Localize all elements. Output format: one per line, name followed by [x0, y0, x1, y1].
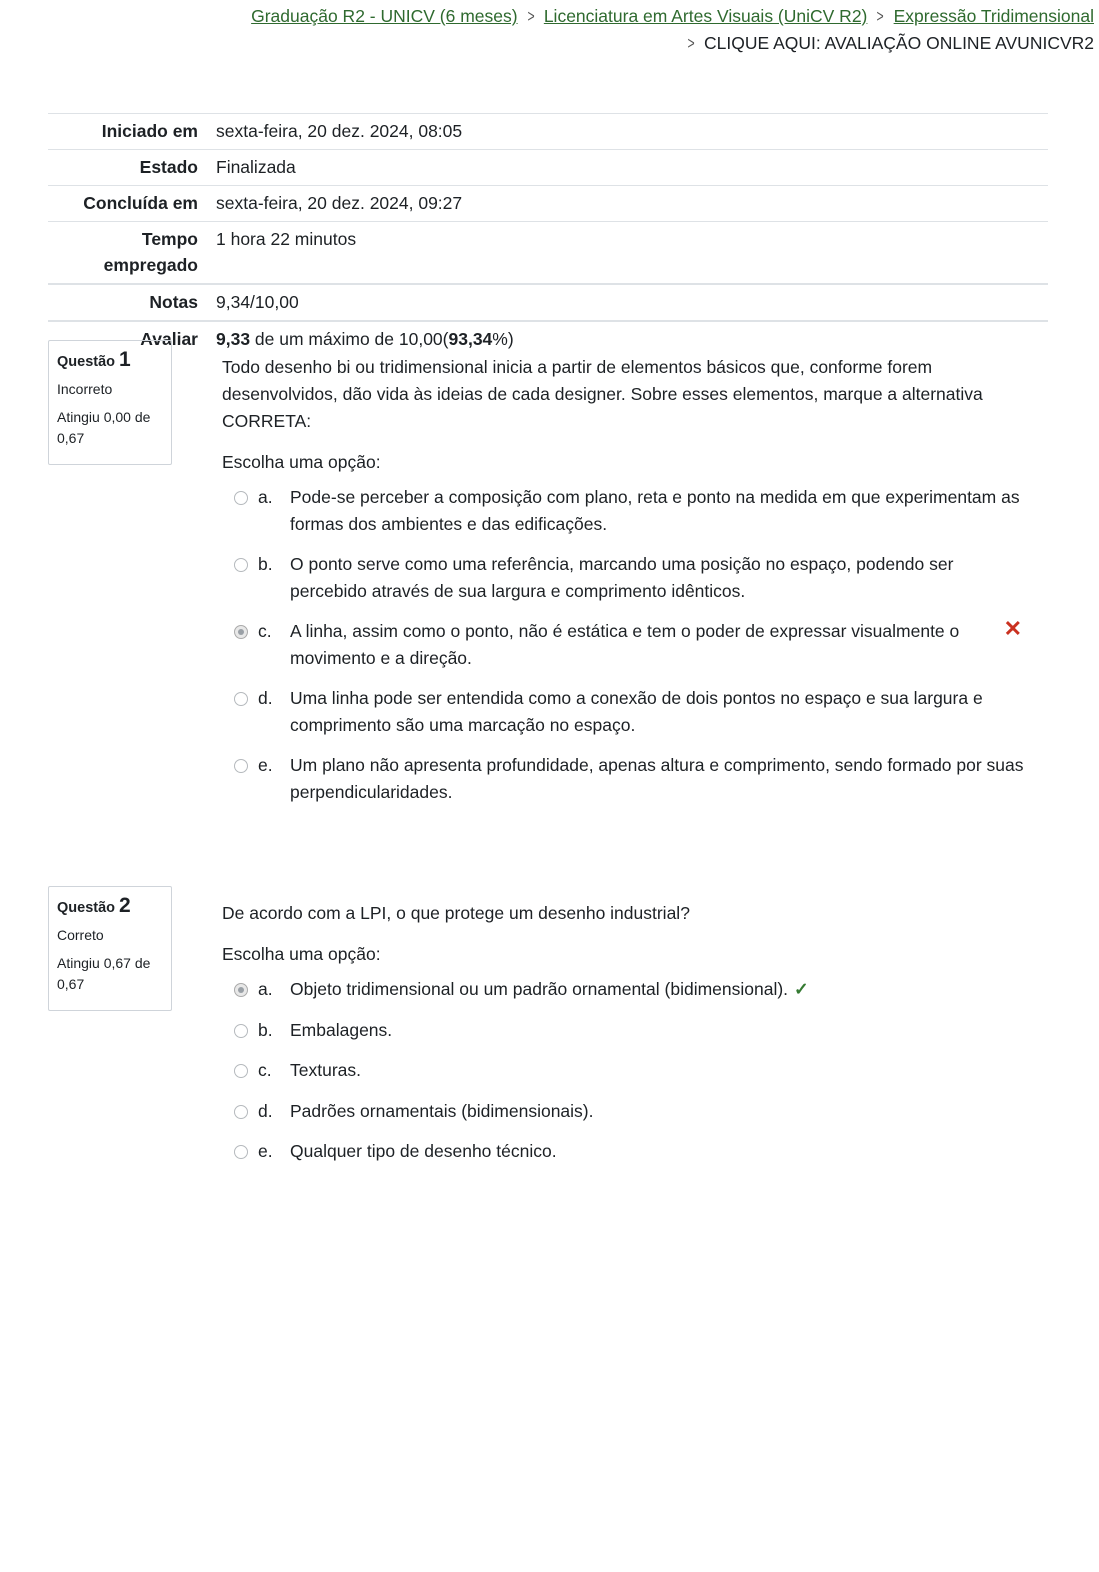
answer-option[interactable] [222, 484, 1032, 537]
chevron-right-icon: > [876, 6, 885, 26]
grade-label: Avaliar [48, 321, 216, 357]
option-letter: c. [258, 1060, 272, 1080]
radio-button[interactable] [234, 759, 248, 773]
started-label: Iniciado em [48, 114, 216, 150]
chevron-right-icon: > [527, 6, 535, 26]
marks-value: 9,34/10,00 [216, 284, 1048, 321]
choose-prompt: Escolha uma opção: [222, 944, 381, 964]
option-letter: d. [258, 688, 273, 708]
chevron-right-icon: > [687, 33, 695, 53]
time-label: Tempo empregado [48, 222, 216, 285]
radio-button[interactable] [234, 983, 248, 997]
question-num: 1 [119, 348, 131, 371]
question-text: Todo desenho bi ou tridimensional inicia a partir de elementos básicos que, conforme forem desenvolvidos, dão vida às ideias de cada designer. Sobre esses elementos, marque a alternativa CORRETA: [222, 357, 983, 431]
answer-option[interactable] [222, 685, 1032, 738]
option-text: O ponto serve como uma referência, marcando uma posição no espaço, podendo ser percebido através de sua largura e comprimento idênticos. [290, 554, 954, 601]
question-number [57, 349, 163, 373]
grade-percent-sign: %) [492, 329, 514, 349]
option-letter: b. [258, 554, 273, 574]
question-text: De acordo com a LPI, o que protege um desenho industrial? [222, 903, 690, 923]
option-letter: e. [258, 1141, 273, 1161]
option-text: Qualquer tipo de desenho técnico. [290, 1141, 557, 1161]
question-info [48, 340, 172, 465]
radio-button[interactable] [234, 491, 248, 505]
radio-button[interactable] [234, 625, 248, 639]
option-letter: e. [258, 755, 273, 775]
question-score: Atingiu 0,00 de 0,67 [57, 409, 151, 446]
marks-label: Notas [48, 284, 216, 321]
question-label: Questão [57, 900, 116, 916]
question-number [57, 895, 163, 919]
question-score: Atingiu 0,67 de 0,67 [57, 955, 151, 992]
breadcrumb-link-graduacao[interactable]: Graduação R2 - UNICV (6 meses) [251, 6, 518, 26]
radio-button[interactable] [234, 1064, 248, 1078]
option-letter: c. [258, 621, 272, 641]
started-value: sexta-feira, 20 dez. 2024, 08:05 [216, 114, 1048, 150]
answer-option[interactable] [222, 1057, 1032, 1084]
question-num: 2 [119, 894, 131, 917]
option-letter: b. [258, 1019, 273, 1040]
incorrect-icon: ✕ [1003, 616, 1022, 641]
completed-value: sexta-feira, 20 dez. 2024, 09:27 [216, 186, 1048, 222]
option-letter: d. [258, 1100, 273, 1121]
state-label: Estado [48, 150, 216, 186]
state-value: Finalizada [216, 150, 1048, 186]
radio-button[interactable] [234, 1024, 248, 1038]
answer-option[interactable] [222, 1017, 1032, 1044]
answer-option[interactable] [222, 1138, 1032, 1165]
option-text: Padrões ornamentais (bidimensionais). [290, 1100, 594, 1121]
question-status: Incorreto [57, 381, 113, 397]
answer-option[interactable] [222, 976, 1032, 1003]
grade-value [216, 321, 1048, 357]
answer-option[interactable] [222, 752, 1032, 805]
radio-button[interactable] [234, 558, 248, 572]
option-text: Um plano não apresenta profundidade, apenas altura e comprimento, sendo formado por suas perpendicularidades. [290, 755, 1024, 802]
option-text: A linha, assim como o ponto, não é estática e tem o poder de expressar visualmente o movimento e a direção. [290, 621, 960, 668]
time-value: 1 hora 22 minutos [216, 222, 1048, 285]
breadcrumb-link-licenciatura[interactable]: Licenciatura em Artes Visuais (UniCV R2) [543, 6, 868, 26]
option-letter: a. [258, 979, 273, 999]
question-label: Questão [57, 354, 116, 370]
answer-option[interactable] [222, 1098, 1032, 1125]
question-content [222, 354, 1032, 819]
option-text: Pode-se perceber a composição com plano, reta e ponto na medida em que experimentam as formas dos ambientes e das edificações. [290, 487, 1020, 534]
question-status: Correto [57, 927, 104, 943]
radio-button[interactable] [234, 1105, 248, 1119]
attempt-summary [48, 113, 1048, 357]
grade-score: 9,33 [216, 329, 251, 349]
grade-percent: 93,34 [448, 329, 493, 349]
question-info [48, 886, 172, 1011]
check-icon: ✓ [794, 979, 809, 999]
breadcrumb-current: CLIQUE AQUI: AVALIAÇÃO ONLINE AVUNICVR2 [704, 33, 1094, 53]
completed-label: Concluída em [48, 186, 216, 222]
option-text: Texturas. [290, 1060, 361, 1080]
grade-max: de um máximo de 10,00( [250, 329, 449, 349]
breadcrumb-link-course[interactable]: Expressão Tridimensional [893, 6, 1094, 26]
radio-button[interactable] [234, 692, 248, 706]
question-content [222, 900, 1032, 1179]
answer-option[interactable] [222, 618, 1032, 671]
option-letter: a. [258, 487, 273, 507]
option-text: Uma linha pode ser entendida como a conexão de dois pontos no espaço e sua largura e comprimento são uma marcação no espaço. [290, 688, 983, 735]
answer-option[interactable] [222, 551, 1032, 604]
option-text: Embalagens. [290, 1019, 393, 1040]
choose-prompt: Escolha uma opção: [222, 452, 381, 472]
option-text: Objeto tridimensional ou um padrão ornamental (bidimensional). [290, 979, 789, 999]
radio-button[interactable] [234, 1145, 248, 1159]
